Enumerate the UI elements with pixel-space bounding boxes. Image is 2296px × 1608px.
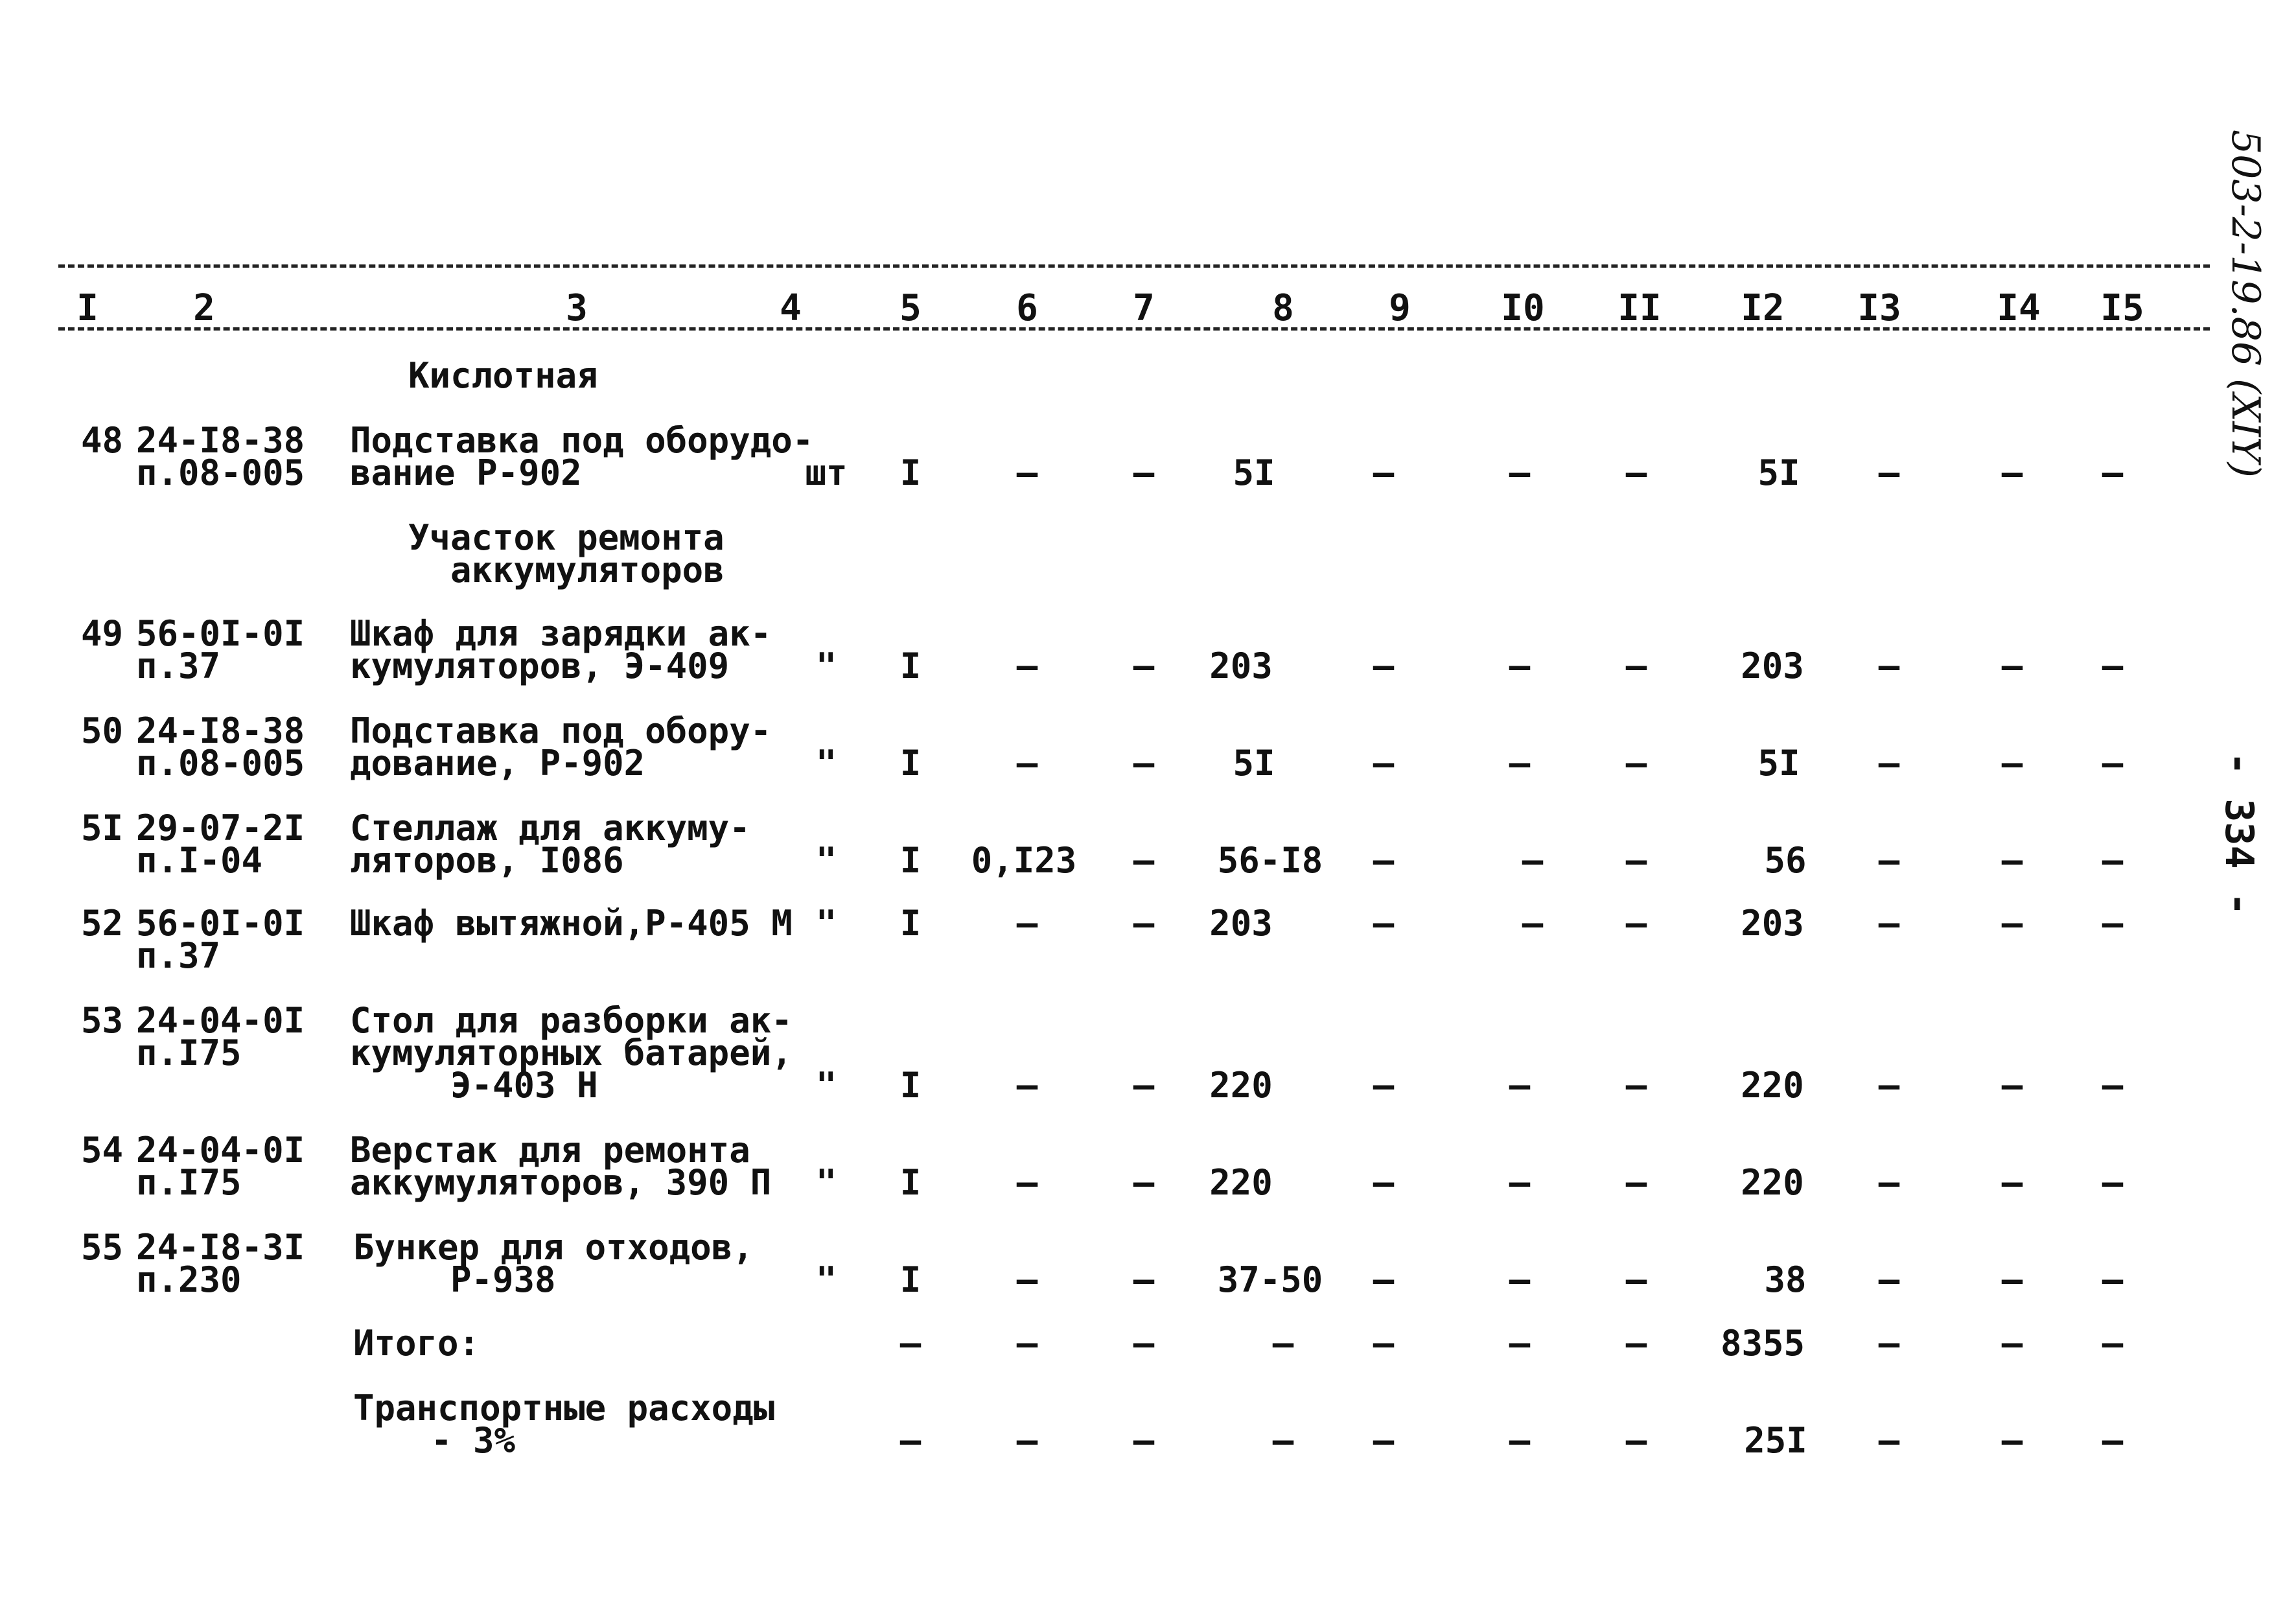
page-number: - 334 - [2216, 752, 2262, 916]
col-14-value: – [2001, 1065, 2023, 1106]
column-number: I5 [2100, 287, 2144, 329]
col-14-value: – [2001, 1323, 2023, 1364]
col-9-value: – [1373, 452, 1395, 493]
col-6-value: – [1016, 1420, 1038, 1461]
col-14-value: – [2001, 743, 2023, 784]
price-code: 24-I8-3I [136, 1227, 305, 1268]
col-6-value: – [1016, 646, 1038, 686]
col-10-value: – [1522, 903, 1544, 944]
col-9-value: – [1373, 1420, 1395, 1461]
col-8-value: 5I [1233, 452, 1275, 493]
col-13-value: – [1878, 1420, 1900, 1461]
col-11-value: – [1625, 1065, 1647, 1106]
col-13-value: – [1878, 903, 1900, 944]
col-6-value: – [1016, 1162, 1038, 1203]
price-clause: п.230 [136, 1259, 242, 1300]
section-heading: Участок ремонта [408, 517, 725, 558]
document-code: 503-2-19.86 (XIY) [2223, 130, 2268, 478]
price-clause: п.I-04 [136, 840, 263, 881]
column-number: 2 [193, 287, 215, 329]
col-11-value: – [1625, 840, 1647, 881]
price-code: 24-I8-38 [136, 710, 305, 751]
col-14-value: – [2001, 646, 2023, 686]
column-number: II [1618, 287, 1662, 329]
col-7-value: – [1133, 1162, 1155, 1203]
column-number: 4 [780, 287, 802, 329]
col-6-value: – [1016, 452, 1038, 493]
col-7-value: – [1133, 1420, 1155, 1461]
col-15-value: – [2102, 452, 2124, 493]
quantity: I [899, 646, 922, 686]
col-10-value: – [1509, 743, 1531, 784]
col-10-value: – [1509, 646, 1531, 686]
col-14-value: – [2001, 840, 2023, 881]
transport-amount: 25I [1744, 1420, 1807, 1461]
price-clause: п.I75 [136, 1032, 242, 1073]
col-7-value: – [1133, 1323, 1155, 1364]
col-9-value: – [1373, 903, 1395, 944]
item-name: кумуляторных батарей, [350, 1032, 793, 1073]
unit: " [815, 646, 837, 686]
item-name: Шкаф для зарядки ак- [350, 613, 772, 654]
header-top-rule [58, 264, 2210, 268]
price-clause: п.08-005 [136, 743, 305, 784]
item-name: Стол для разборки ак- [350, 1000, 793, 1041]
unit: шт [805, 452, 848, 493]
total-amount: 8355 [1720, 1323, 1805, 1364]
column-number: I3 [1857, 287, 1901, 329]
unit: " [815, 1065, 837, 1106]
col-9-value: – [1373, 1065, 1395, 1106]
column-number: 9 [1389, 287, 1411, 329]
item-name: Р-938 [450, 1259, 556, 1300]
col-9-value: – [1373, 1259, 1395, 1300]
column-number: I4 [1997, 287, 2041, 329]
col-15-value: – [2102, 1259, 2124, 1300]
col-8-value: 56-I8 [1217, 840, 1323, 881]
col-14-value: – [2001, 1162, 2023, 1203]
col-8-value: 5I [1233, 743, 1275, 784]
section-heading: аккумуляторов [450, 550, 725, 590]
row-number: 49 [80, 613, 123, 654]
price-clause: п.37 [136, 935, 221, 976]
col-8-value: 203 [1209, 646, 1273, 686]
col-10-value: – [1522, 840, 1544, 881]
col-7-value: – [1133, 452, 1155, 493]
unit: " [815, 1162, 837, 1203]
col-10-value: – [1509, 452, 1531, 493]
col-6-value: – [1016, 1065, 1038, 1106]
col-10-value: – [1509, 1065, 1531, 1106]
price-code: 24-I8-38 [136, 420, 305, 461]
col-15-value: – [2102, 1420, 2124, 1461]
col-10-value: – [1509, 1420, 1531, 1461]
col-7-value: – [1133, 840, 1155, 881]
col-8-value: 220 [1209, 1065, 1273, 1106]
col-13-value: – [1878, 1259, 1900, 1300]
item-name: ляторов, I086 [350, 840, 624, 881]
col-9-value: – [1373, 1323, 1395, 1364]
col-13-value: – [1878, 1323, 1900, 1364]
col-11-value: – [1625, 903, 1647, 944]
col-10-value: – [1509, 1323, 1531, 1364]
row-number: 54 [80, 1130, 123, 1171]
price-code: 29-07-2I [136, 808, 305, 848]
col-7-value: – [1133, 646, 1155, 686]
col-12-value: 5I [1757, 452, 1800, 493]
quantity: I [899, 903, 922, 944]
col-15-value: – [2102, 743, 2124, 784]
total-label: Итого: [353, 1323, 480, 1364]
col-9-value: – [1373, 646, 1395, 686]
unit: " [815, 903, 837, 944]
col-8-value: 220 [1209, 1162, 1273, 1203]
col-12-value: 220 [1741, 1065, 1804, 1106]
col-11-value: – [1625, 646, 1647, 686]
col-11-value: – [1625, 1259, 1647, 1300]
col-12-value: 5I [1757, 743, 1800, 784]
quantity: I [899, 1259, 922, 1300]
col-7-value: – [1133, 743, 1155, 784]
row-number: 53 [80, 1000, 123, 1041]
item-name: Шкаф вытяжной,Р-405 М [350, 903, 793, 944]
column-number: 6 [1016, 287, 1038, 329]
col-11-value: – [1625, 452, 1647, 493]
col-7-value: – [1133, 903, 1155, 944]
row-number: 50 [80, 710, 123, 751]
col-13-value: – [1878, 1162, 1900, 1203]
column-number: 5 [899, 287, 922, 329]
col-8-value: 203 [1209, 903, 1273, 944]
col-6-value: 0,I23 [971, 840, 1077, 881]
col-13-value: – [1878, 1065, 1900, 1106]
price-code: 24-04-0I [136, 1130, 305, 1171]
column-number: I2 [1741, 287, 1785, 329]
col-15-value: – [2102, 646, 2124, 686]
col-15-value: – [2102, 1162, 2124, 1203]
col-13-value: – [1878, 743, 1900, 784]
quantity: I [899, 1065, 922, 1106]
col-6-value: – [1016, 1323, 1038, 1364]
col-15-value: – [2102, 840, 2124, 881]
item-name: Бункер для отходов, [353, 1227, 754, 1268]
quantity: I [899, 840, 922, 881]
col-14-value: – [2001, 1259, 2023, 1300]
col-8-value: – [1272, 1420, 1294, 1461]
item-name: дование, Р-902 [350, 743, 645, 784]
unit: " [815, 840, 837, 881]
quantity: I [899, 743, 922, 784]
quantity: I [899, 452, 922, 493]
col-14-value: – [2001, 452, 2023, 493]
col-12-value: 203 [1741, 646, 1804, 686]
item-name: Подставка под оборудо- [350, 420, 814, 461]
price-code: 56-0I-0I [136, 613, 305, 654]
row-number: 48 [80, 420, 123, 461]
col-11-value: – [1625, 1420, 1647, 1461]
col-14-value: – [2001, 903, 2023, 944]
col-12-value: 220 [1741, 1162, 1804, 1203]
price-clause: п.I75 [136, 1162, 242, 1203]
row-number: 52 [80, 903, 123, 944]
col-10-value: – [1509, 1162, 1531, 1203]
col-14-value: – [2001, 1420, 2023, 1461]
item-name: вание Р-902 [350, 452, 582, 493]
col-6-value: – [1016, 903, 1038, 944]
col-11-value: – [1625, 1323, 1647, 1364]
unit: " [815, 743, 837, 784]
col-8-value: – [1272, 1323, 1294, 1364]
transport-label: - 3% [431, 1420, 516, 1461]
col-12-value: 56 [1764, 840, 1807, 881]
item-name: Верстак для ремонта [350, 1130, 750, 1171]
col-9-value: – [1373, 1162, 1395, 1203]
col-15-value: – [2102, 903, 2124, 944]
col-5-value: – [899, 1420, 922, 1461]
column-number: 8 [1272, 287, 1294, 329]
column-number: I [76, 287, 99, 329]
col-7-value: – [1133, 1065, 1155, 1106]
column-number: 3 [566, 287, 588, 329]
item-name: аккумуляторов, 390 П [350, 1162, 772, 1203]
col-15-value: – [2102, 1065, 2124, 1106]
price-code: 56-0I-0I [136, 903, 305, 944]
quantity: I [899, 1162, 922, 1203]
col-13-value: – [1878, 646, 1900, 686]
row-number: 55 [80, 1227, 123, 1268]
col-12-value: 203 [1741, 903, 1804, 944]
col-5-value: – [899, 1323, 922, 1364]
row-number: 5I [80, 808, 123, 848]
col-6-value: – [1016, 1259, 1038, 1300]
column-number: I0 [1501, 287, 1545, 329]
section-heading: Кислотная [408, 355, 598, 396]
col-7-value: – [1133, 1259, 1155, 1300]
col-9-value: – [1373, 840, 1395, 881]
unit: " [815, 1259, 837, 1300]
col-8-value: 37-50 [1217, 1259, 1323, 1300]
price-clause: п.37 [136, 646, 221, 686]
col-13-value: – [1878, 452, 1900, 493]
col-6-value: – [1016, 743, 1038, 784]
item-name: кумуляторов, Э-409 [350, 646, 730, 686]
col-13-value: – [1878, 840, 1900, 881]
col-15-value: – [2102, 1323, 2124, 1364]
col-12-value: 38 [1764, 1259, 1807, 1300]
column-number: 7 [1133, 287, 1155, 329]
item-name: Стеллаж для аккуму- [350, 808, 750, 848]
col-11-value: – [1625, 743, 1647, 784]
item-name: Подставка под обору- [350, 710, 772, 751]
col-9-value: – [1373, 743, 1395, 784]
item-name: Э-403 Н [450, 1065, 598, 1106]
col-11-value: – [1625, 1162, 1647, 1203]
col-10-value: – [1509, 1259, 1531, 1300]
price-clause: п.08-005 [136, 452, 305, 493]
transport-label: Транспортные расходы [353, 1388, 775, 1428]
price-code: 24-04-0I [136, 1000, 305, 1041]
